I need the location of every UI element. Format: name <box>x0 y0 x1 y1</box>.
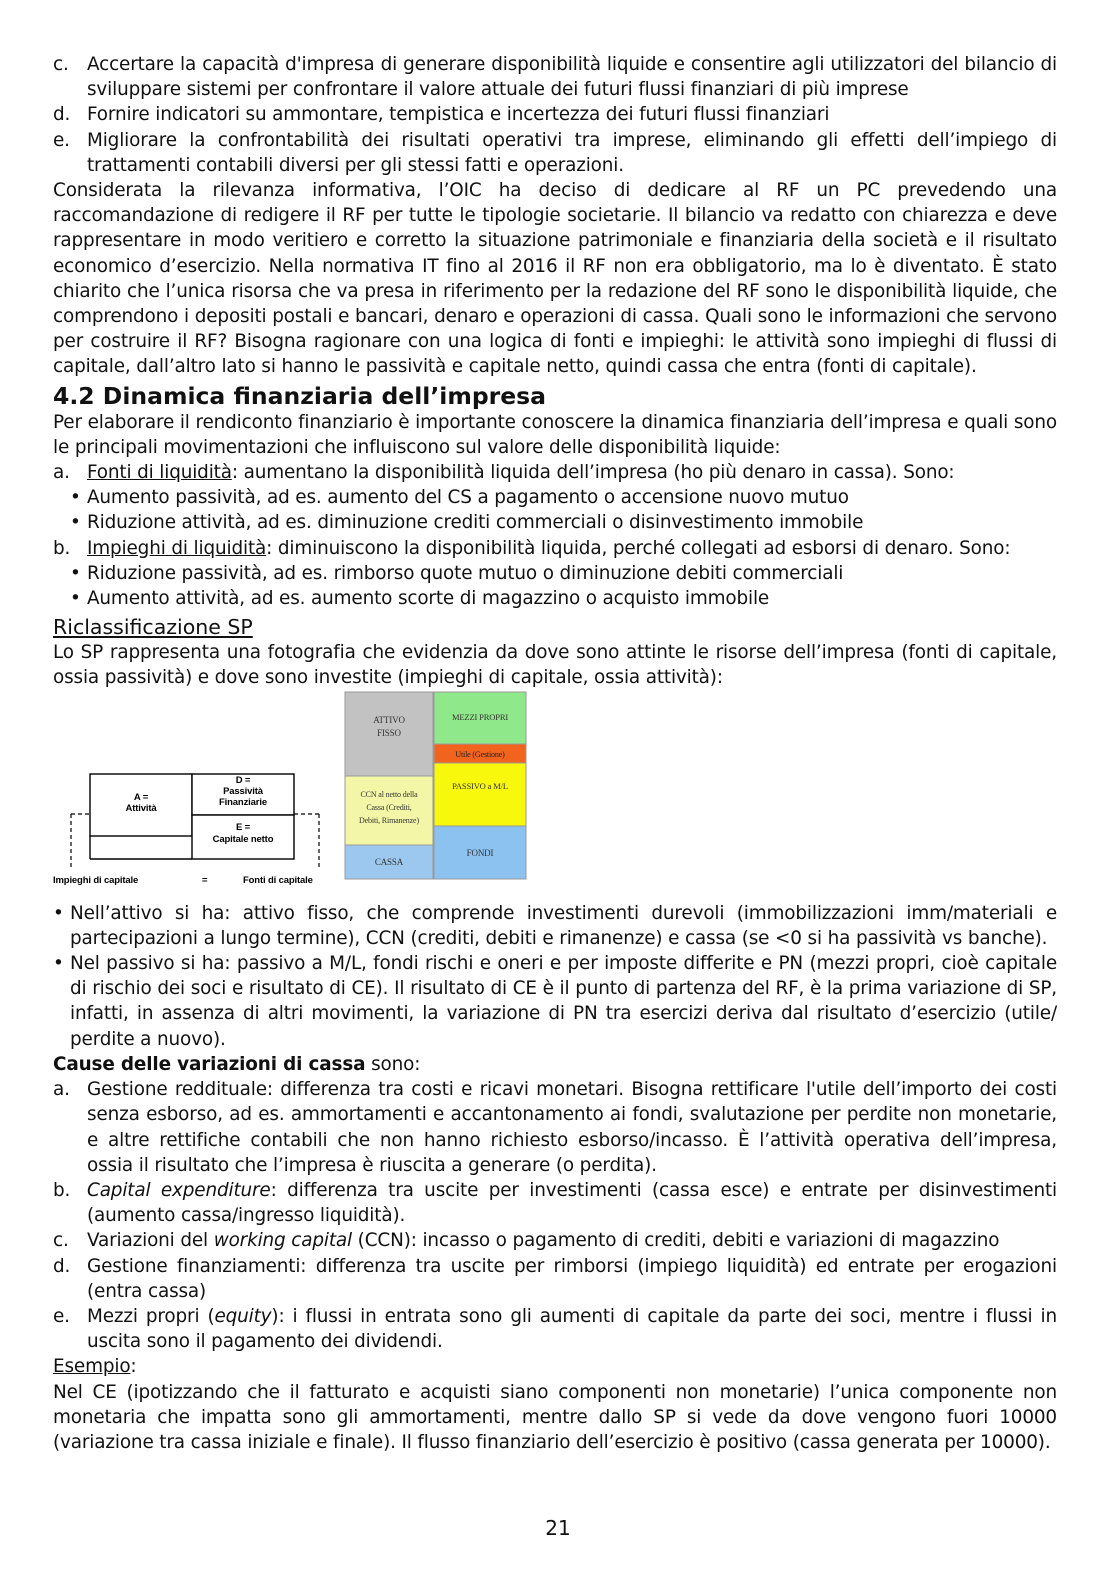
cause-heading <box>53 1052 1057 1077</box>
passivo-ml-block <box>434 763 526 826</box>
list-item <box>53 102 1057 127</box>
attivo-fisso-label: ATTIVO <box>373 714 405 725</box>
list-marker: e. <box>53 129 70 151</box>
list-text: : differenza tra uscite per investimenti (cassa esce) e entrate per disinvestimenti (aumento cassa/ingresso liquidità). <box>87 1179 1057 1227</box>
list-text: Fornire indicatori su ammontare, tempistica e incertezza dei futuri flussi finanziari <box>87 104 830 126</box>
list-text: (CCN): incasso o pagamento di crediti, debiti e variazioni di magazzino <box>351 1230 1000 1252</box>
list-item: b. Capital expenditure: differenza tra uscite per investimenti (cassa esce) e entrate per disinvestimenti (aumento cassa/ingresso liquidità). <box>53 1178 1057 1228</box>
esempio-text: Nel CE (ipotizzando che il fatturato e acquisti siano componenti non monetarie) l’unica componente non monetaria che impatta sono gli ammortamenti, mentre dallo SP si vede da dove vengono fuori 10000 (variazione tra cassa iniziale e finale). Il flusso finanziario dell’esercizio è positivo (cassa generata per 10000). <box>53 1381 1057 1453</box>
bullet-text: Nell’attivo si ha: attivo fisso, che comprende investimenti durevoli (immobilizzazioni imm/materiali e partecipazioni a lungo termine), CCN (crediti, debiti e rimanenze) e cassa (se <0 si ha passività vs banche). <box>70 902 1057 949</box>
list-marker: d. <box>53 1255 71 1277</box>
caption-equals: = <box>202 874 208 886</box>
cassa-label: CASSA <box>374 856 404 867</box>
bullet-text: Riduzione passività, ad es. rimborso quote mutuo o diminuzione debiti commerciali <box>87 562 844 584</box>
list-item <box>53 128 1057 178</box>
list-marker: a. <box>53 1079 70 1101</box>
mezzi-propri-label: MEZZI PROPRI <box>451 711 509 722</box>
list-marker: b. <box>53 537 71 559</box>
bullet-text: Riduzione attività, ad es. diminuzione crediti commerciali o disinvestimento immobile <box>87 512 864 534</box>
caption-left: Impieghi di capitale <box>53 874 139 886</box>
list-marker: d. <box>53 104 71 126</box>
list-marker: a. <box>53 462 70 484</box>
liabilities-label: Finanziarie <box>219 796 267 808</box>
figure-row <box>53 691 1057 901</box>
subsection-heading: Riclassificazione SP <box>53 615 253 640</box>
list-text: Migliorare la confrontabilità dei risultati operativi tra imprese, eliminando gli effetti dell’impiego di trattamenti contabili diversi per gli stessi fatti e operazioni. <box>87 129 1057 176</box>
fonti-label: Fonti di liquidità <box>87 462 232 484</box>
list-item: c. Variazioni del working capital (CCN): incasso o pagamento di crediti, debiti e variazioni di magazzino <box>53 1228 1057 1253</box>
list-item-fonti <box>53 460 1057 485</box>
attivo-fisso-label: FISSO <box>377 727 401 738</box>
list-item <box>53 52 1057 102</box>
fondi-label: FONDI <box>466 847 494 858</box>
list-text: ): i flussi in entrata sono gli aumenti di capitale da parte dei soci, mentre i flussi in uscita sono il pagamento dei dividendi. <box>87 1305 1057 1353</box>
impieghi-text: : diminuiscono la disponibilità liquida, perché collegati ad esborsi di denaro. Sono: <box>266 537 1011 559</box>
equity-label: E = <box>235 821 251 833</box>
section-heading: 4.2 Dinamica finanziaria dell’impresa <box>53 381 547 410</box>
paragraph-oic: Considerata la rilevanza informativa, l’OIC ha deciso di dedicare al RF un PC prevedendo una raccomandazione di redigere il RF per tutte le tipologie societarie. Il bilancio va redatto con chiarezza e deve rappresentare in modo veritiero e corretto la situazione patrimoniale e finanziaria della società e il risultato economico d’esercizio. Nella normativa IT fino al 2016 il RF non era obbligatorio, ma lo è diventato. È stato chiarito che l’unica risorsa che va presa in riferimento per la redazione del RF sono le disponibilità liquide, che comprendono i depositi postali e bancari, denaro e operazioni di cassa. Quali sono le informazioni che servono per costruire il RF? Bisogna ragionare con una logica di fonti e impieghi: le attività sono impieghi di flussi di capitale, dall’altro lato si hanno le passività e capitale netto, quindi cassa che entra (fonti di capitale). <box>53 180 1057 378</box>
bullet-item: • Aumento passività, ad es. aumento del CS a pagamento o accensione nuovo mutuo <box>53 485 1057 510</box>
fonti-text: : aumentano la disponibilità liquida dell’impresa (ho più denaro in cassa). Sono: <box>231 462 955 484</box>
list-item: e. Mezzi propri (equity): i flussi in entrata sono gli aumenti di capitale da parte dei soci, mentre i flussi in uscita sono il pagamento dei dividendi. <box>53 1304 1057 1354</box>
impieghi-label: Impieghi di liquidità <box>87 537 267 559</box>
list-item <box>53 1077 1057 1178</box>
utile-label: Utile (Gestione) <box>455 749 505 759</box>
list-item-impieghi <box>53 536 1057 561</box>
list-marker: c. <box>53 54 69 75</box>
liabilities-label: Passività <box>223 785 263 797</box>
assets-label: A = <box>133 791 149 803</box>
esempio-heading: Esempio: <box>53 1356 137 1378</box>
cause-heading-rest: sono: <box>365 1053 421 1075</box>
list-item <box>53 1254 1057 1304</box>
passivo-ml-label: PASSIVO a M/L <box>452 780 508 791</box>
riclass-intro: Lo SP rappresenta una fotografia che evidenzia da dove sono attinte le risorse dell’impresa (fonti di capitale, ossia passività) e dove sono investite (impieghi di capitale, ossia attività): <box>53 642 1057 689</box>
bullet-item: • Nell’attivo si ha: attivo fisso, che comprende investimenti durevoli (immobilizzazioni imm/materiali e partecipazioni a lungo termine), CCN (crediti, debiti e rimanenze) e cassa (se <0 si ha passività vs banche). <box>53 901 1057 951</box>
list-text: Accertare la capacità d'impresa di generare disponibilità liquide e consentire agli utilizzatori del bilancio di sviluppare sistemi per confrontare il valore attuale dei futuri flussi finanziari di più imprese <box>87 54 1057 101</box>
bullet-item: • Aumento attività, ad es. aumento scorte di magazzino o acquisto immobile <box>53 586 1057 611</box>
list-marker: e. <box>53 1305 70 1327</box>
bullet-text: Nel passivo si ha: passivo a M/L, fondi rischi e oneri e per imposte differite e PN (mezzi propri, cioè capitale di rischio dei soci e risultato di CE). Il risultato di CE è il punto di partenza del RF, è la prima variazione di SP, infatti, in assenza di altri movimenti, la variazione di PN tra esercizi deriva dal risultato d’esercizio (utile/ perdite a nuovo). <box>70 953 1057 1050</box>
bullet-item: • Nel passivo si ha: passivo a M/L, fondi rischi e oneri e per imposte differite e PN (mezzi propri, cioè capitale di rischio dei soci e risultato di CE). Il risultato di CE è il punto di partenza del RF, è la prima variazione di SP, infatti, in assenza di altri movimenti, la variazione di PN tra esercizi deriva dal risultato d’esercizio (utile/ perdite a nuovo). <box>53 951 1057 1052</box>
esempio-label: Esempio <box>53 1356 131 1378</box>
cause-heading-bold: Cause delle variazioni di cassa <box>53 1053 366 1075</box>
ccn-label: Debiti, Rimanenze) <box>359 815 419 825</box>
bullet-item: • Riduzione attività, ad es. diminuzione crediti commerciali o disinvestimento immobile <box>53 510 1057 535</box>
balance-sheet-diagram <box>47 769 347 899</box>
list-marker: b. <box>53 1179 71 1201</box>
bullet-item: • Riduzione passività, ad es. rimborso quote mutuo o diminuzione debiti commerciali <box>53 561 1057 586</box>
list-text: Gestione finanziamenti: differenza tra uscite per rimborsi (impiego liquidità) ed entrate per erogazioni (entra cassa) <box>87 1255 1057 1302</box>
list-text: Gestione reddituale: differenza tra costi e ricavi monetari. Bisogna rettificare l'utile dell’importo dei costi senza esborso, ad es. ammortamenti e accantonamento ai fondi, svalutazione per perdite non monetarie, e altre rettifiche contabili che non hanno richiesto esborso/incasso. È l’attività operativa dell’impresa, ossia il risultato che l’impresa è riuscita a generare (o perdita). <box>87 1079 1057 1176</box>
equity-label: Capitale netto <box>212 833 274 845</box>
assets-label: Attività <box>125 802 157 814</box>
list-marker: c. <box>53 1230 69 1252</box>
page-number: 21 <box>545 1516 571 1540</box>
document-page <box>53 52 1057 1455</box>
liabilities-label: D = <box>235 774 251 786</box>
bullet-text: Aumento attività, ad es. aumento scorte di magazzino o acquisto immobile <box>87 588 770 610</box>
section-intro: Per elaborare il rendiconto finanziario è importante conoscere la dinamica finanziaria dell’impresa e quali sono le principali movimentazioni che influiscono sul valore delle disponibilità liquide: <box>53 411 1057 458</box>
ccn-label: Cassa (Crediti, <box>366 802 412 812</box>
caption-right: Fonti di capitale <box>243 874 313 886</box>
ccn-label: CCN al netto della <box>360 789 418 799</box>
reclassified-sp-blocks <box>344 691 530 881</box>
bullet-text: Aumento passività, ad es. aumento del CS a pagamento o accensione nuovo mutuo <box>87 487 849 509</box>
